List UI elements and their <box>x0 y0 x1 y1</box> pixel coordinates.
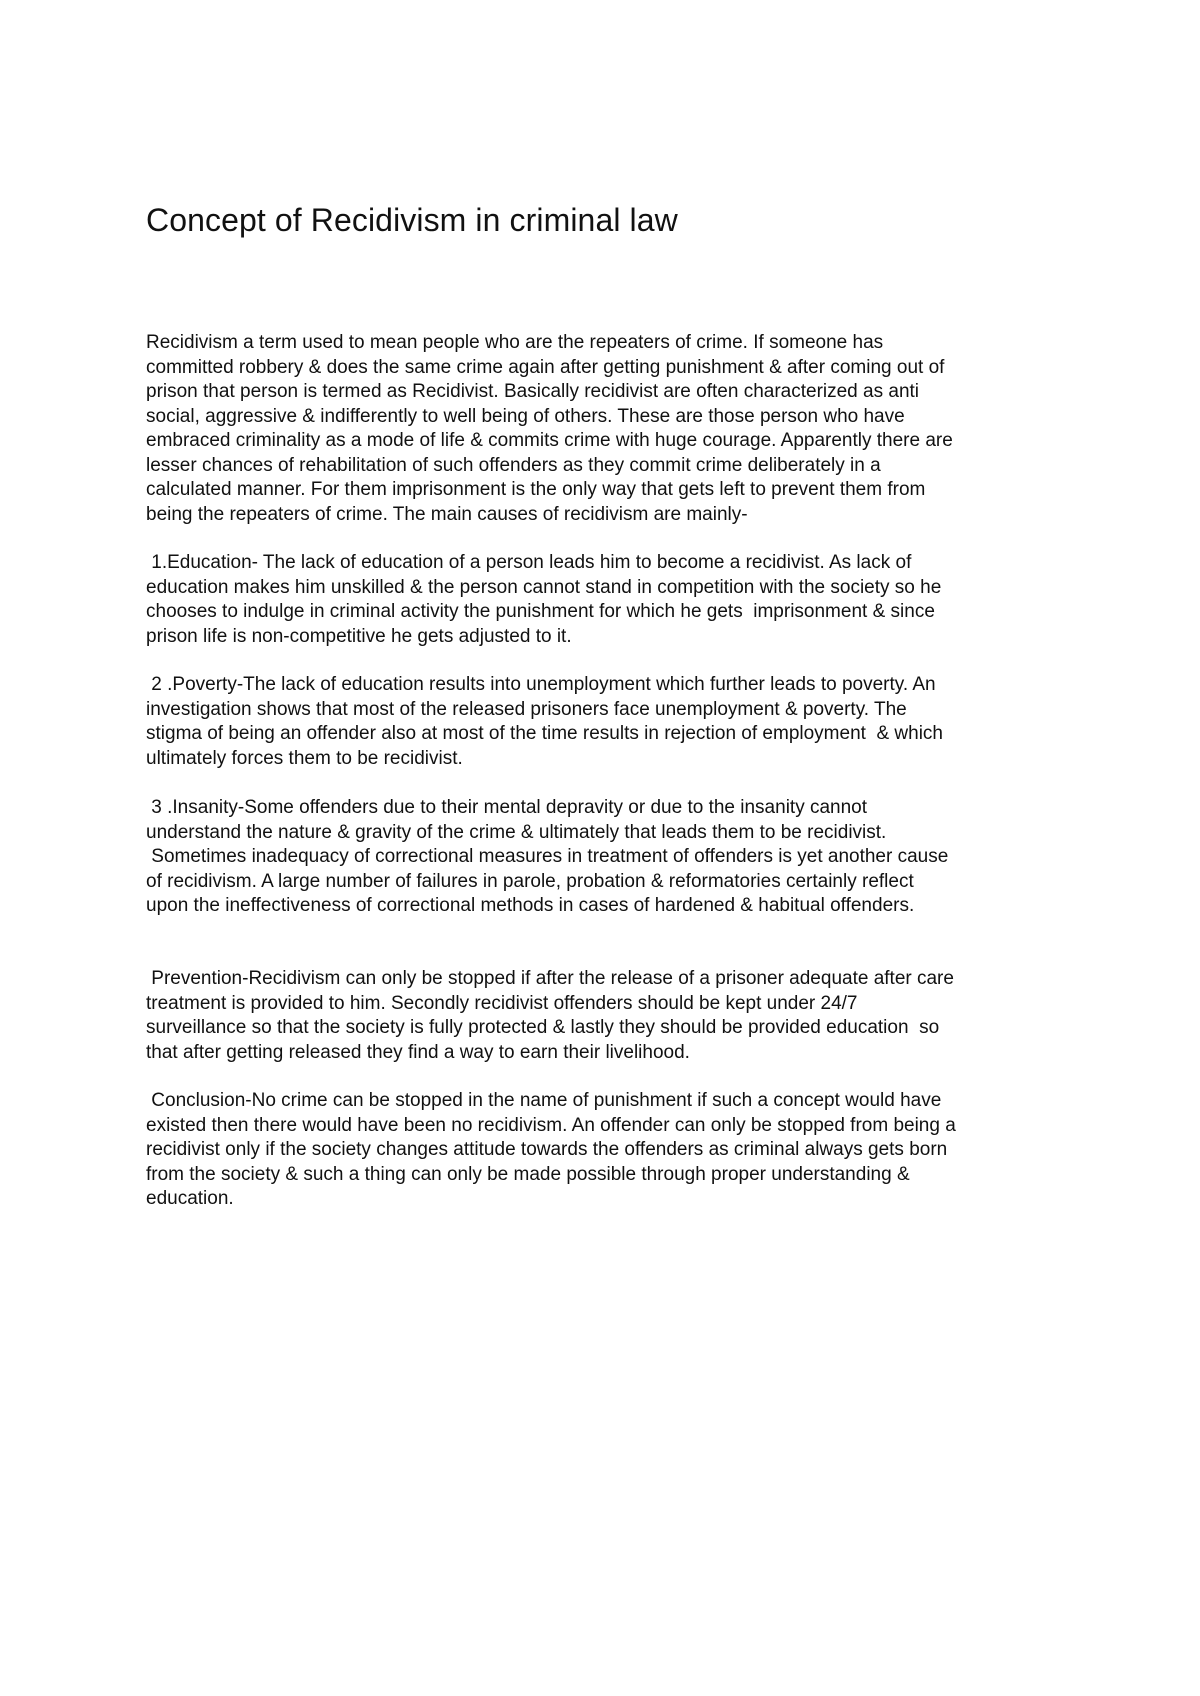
paragraph-conclusion <box>146 1089 956 1212</box>
paragraph-line: recidivist only if the society changes attitude towards the offenders as criminal always gets born <box>146 1139 948 1160</box>
paragraph-line: 3 .Insanity-Some offenders due to their mental depravity or due to the insanity cannot <box>146 797 868 818</box>
document-title: Concept of Recidivism in criminal law <box>146 202 678 238</box>
paragraph-line: Recidivism a term used to mean people who are the repeaters of crime. If someone has <box>146 332 884 353</box>
paragraph-line: understand the nature & gravity of the crime & ultimately that leads them to be recidivist. <box>146 821 887 843</box>
paragraph-line: 1.Education- The lack of education of a person leads him to become a recidivist. As lack of <box>146 552 912 573</box>
paragraph-line: surveillance so that the society is fully protected & lastly they should be provided education so <box>146 1017 940 1038</box>
paragraph-line: social, aggressive & indifferently to well being of others. These are those person who have <box>146 405 905 427</box>
paragraph-line: prison that person is termed as Recidivist. Basically recidivist are often characterized as anti <box>146 381 920 402</box>
paragraph-line: being the repeaters of crime. The main causes of recidivism are mainly- <box>146 503 748 525</box>
paragraph-line: ultimately forces them to be recidivist. <box>146 747 463 769</box>
paragraph-line: existed then there would have been no recidivism. An offender can only be stopped from being a <box>146 1114 956 1136</box>
paragraph-line: upon the ineffectiveness of correctional methods in cases of hardened & habitual offenders. <box>146 895 915 916</box>
paragraph-line: prison life is non-competitive he gets adjusted to it. <box>146 625 572 647</box>
paragraph-introduction <box>146 331 953 527</box>
paragraph-prevention <box>146 967 954 1065</box>
paragraph-line: education makes him unskilled & the person cannot stand in competition with the society so he <box>146 576 942 598</box>
paragraph-line: from the society & such a thing can only be made possible through proper understanding & <box>146 1163 910 1185</box>
paragraph-line: chooses to indulge in criminal activity the punishment for which he gets imprisonment & since <box>146 601 935 622</box>
paragraph-line: stigma of being an offender also at most of the time results in rejection of employment & which <box>146 723 943 744</box>
paragraph-line: calculated manner. For them imprisonment is the only way that gets left to prevent them from <box>146 479 926 500</box>
paragraph-line: lesser chances of rehabilitation of such offenders as they commit crime deliberately in a <box>146 454 881 476</box>
paragraph-line: Conclusion-No crime can be stopped in the name of punishment if such a concept would have <box>146 1090 942 1111</box>
paragraph-line: investigation shows that most of the released prisoners face unemployment & poverty. The <box>146 698 907 720</box>
paragraph-line: that after getting released they find a way to earn their livelihood. <box>146 1041 690 1063</box>
paragraph-line: 2 .Poverty-The lack of education results into unemployment which further leads to poverty. An <box>146 674 936 695</box>
paragraph-line: education. <box>146 1188 234 1209</box>
paragraph-insanity <box>146 796 948 919</box>
paragraph-line: Sometimes inadequacy of correctional measures in treatment of offenders is yet another cause <box>146 846 949 867</box>
paragraph-line: embraced criminality as a mode of life & commits crime with huge courage. Apparently there are <box>146 430 953 451</box>
paragraph-line: Prevention-Recidivism can only be stopped if after the release of a prisoner adequate after care <box>146 968 954 989</box>
paragraph-line: treatment is provided to him. Secondly recidivist offenders should be kept under 24/7 <box>146 992 858 1014</box>
paragraph-education <box>146 551 941 649</box>
paragraph-line: of recidivism. A large number of failures in parole, probation & reformatories certainly reflect <box>146 870 914 892</box>
paragraph-poverty <box>146 673 943 771</box>
paragraph-line: committed robbery & does the same crime again after getting punishment & after coming out of <box>146 356 945 378</box>
